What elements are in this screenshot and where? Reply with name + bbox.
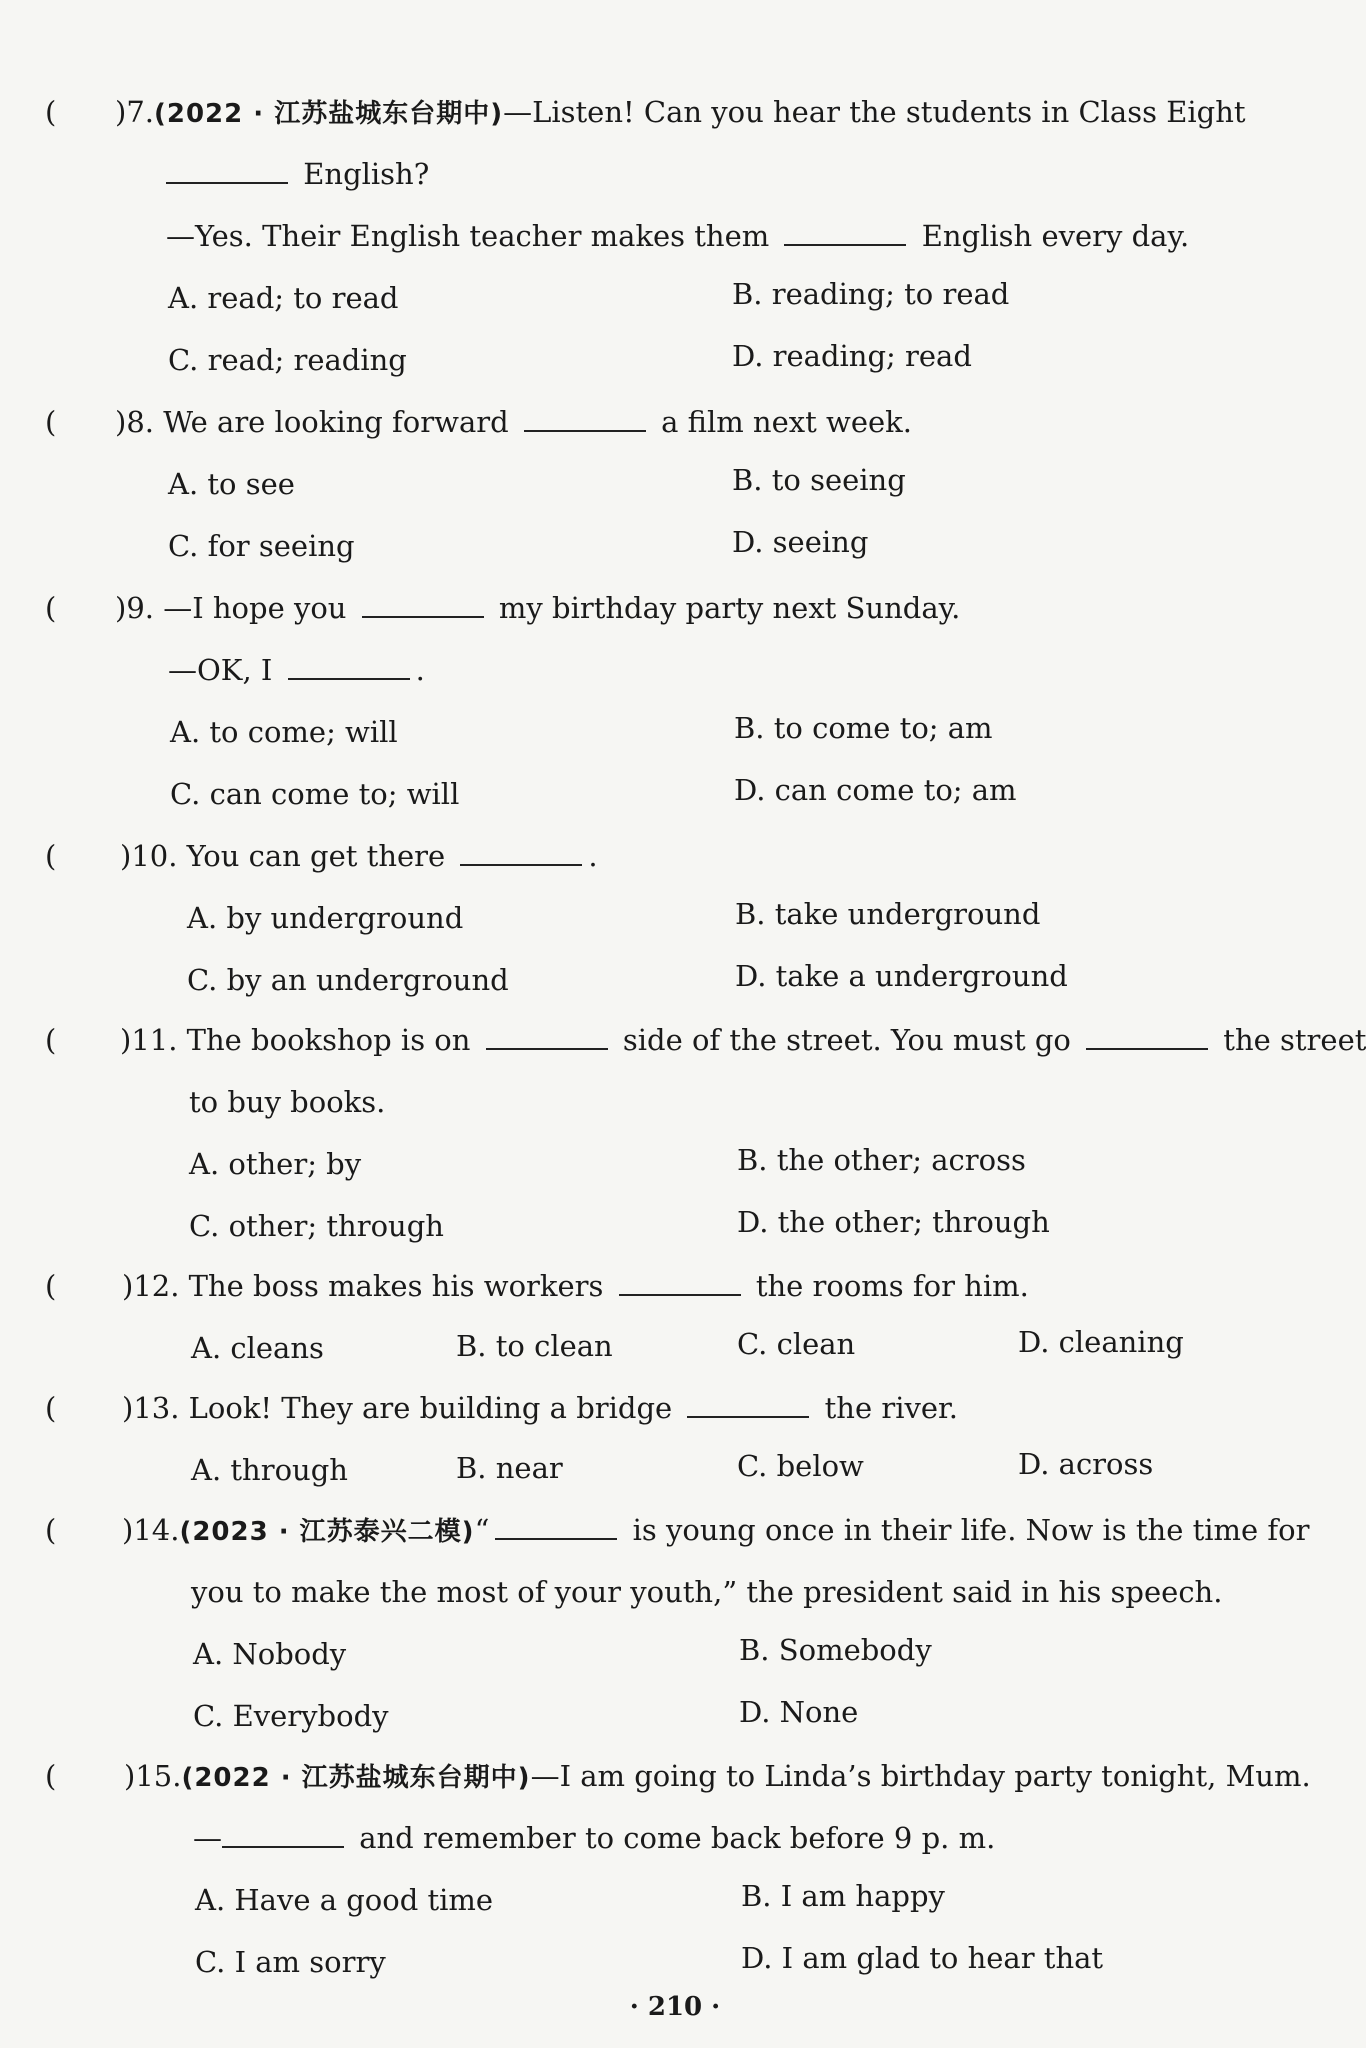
answer-bracket[interactable]: ( <box>45 1391 57 1425</box>
answer-bracket[interactable]: ( <box>45 1023 57 1057</box>
answer-blank[interactable] <box>288 652 410 680</box>
option-c[interactable]: C. read; reading <box>168 343 407 377</box>
answer-blank[interactable] <box>784 218 906 246</box>
question-text: . <box>415 653 425 687</box>
option-b[interactable]: B. the other; across <box>737 1143 1026 1177</box>
question-source: (2023 · 江苏泰兴二模) <box>179 1517 475 1547</box>
option-d[interactable]: D. cleaning <box>1018 1325 1184 1359</box>
question-text: . <box>588 839 598 873</box>
question-text: We are looking forward <box>163 405 509 439</box>
answer-blank[interactable] <box>495 1512 617 1540</box>
question-number: )9. <box>115 591 154 625</box>
question-source: (2022 · 江苏盐城东台期中) <box>181 1763 531 1793</box>
answer-bracket[interactable]: ( <box>45 1513 57 1547</box>
question-text: is young once in their life. Now is the time for <box>632 1513 1310 1547</box>
question-text: the river. <box>824 1391 958 1425</box>
option-d[interactable]: D. seeing <box>732 525 869 559</box>
option-c[interactable]: C. below <box>737 1449 864 1483</box>
answer-bracket[interactable]: ( <box>45 839 57 873</box>
option-a[interactable]: A. to see <box>168 467 295 501</box>
option-d[interactable]: D. I am glad to hear that <box>741 1941 1104 1975</box>
option-b[interactable]: B. near <box>456 1451 563 1485</box>
option-a[interactable]: A. other; by <box>189 1147 362 1181</box>
page-number: · 210 · <box>629 1992 721 2022</box>
answer-blank[interactable] <box>222 1820 344 1848</box>
question-number: )12. <box>122 1269 180 1303</box>
option-c[interactable]: C. other; through <box>189 1209 444 1243</box>
answer-bracket[interactable]: ( <box>45 1759 57 1793</box>
option-a[interactable]: A. to come; will <box>170 715 398 749</box>
option-b[interactable]: B. take underground <box>735 897 1041 931</box>
option-d[interactable]: D. the other; through <box>737 1205 1050 1239</box>
answer-blank[interactable] <box>166 156 288 184</box>
question-number: )15. <box>124 1759 182 1793</box>
option-c[interactable]: C. by an underground <box>187 963 509 997</box>
question-number: )10. <box>120 839 178 873</box>
question-source: (2022 · 江苏盐城东台期中) <box>153 99 504 129</box>
question-text: a film next week. <box>661 405 912 439</box>
question-number: )13. <box>122 1391 180 1425</box>
option-d[interactable]: D. across <box>1018 1447 1154 1481</box>
question-text: —Yes. Their English teacher makes them <box>166 219 770 253</box>
option-a[interactable]: A. by underground <box>187 901 464 935</box>
question-number: )14. <box>122 1513 180 1547</box>
answer-blank[interactable] <box>1086 1022 1208 1050</box>
question-text: English every day. <box>921 219 1190 253</box>
answer-bracket[interactable]: ( <box>45 95 57 129</box>
question-text: —I am going to Linda’s birthday party tonight, Mum. <box>530 1759 1311 1793</box>
option-b[interactable]: B. reading; to read <box>732 277 1010 311</box>
option-c[interactable]: C. Everybody <box>193 1699 389 1733</box>
question-number: )11. <box>120 1023 178 1057</box>
question-number: )8. <box>115 405 154 439</box>
option-d[interactable]: D. can come to; am <box>734 773 1017 807</box>
question-text: Look! They are building a bridge <box>188 1391 673 1425</box>
answer-bracket[interactable]: ( <box>45 1269 57 1303</box>
question-text: you to make the most of your youth,” the president said in his speech. <box>191 1575 1223 1609</box>
option-d[interactable]: D. take a underground <box>735 959 1068 993</box>
option-b[interactable]: B. to clean <box>456 1329 613 1363</box>
question-text: my birthday party next Sunday. <box>498 591 961 625</box>
option-c[interactable]: C. clean <box>737 1327 856 1361</box>
question-number: )7. <box>115 95 154 129</box>
answer-bracket[interactable]: ( <box>45 591 57 625</box>
answer-bracket[interactable]: ( <box>45 405 57 439</box>
option-b[interactable]: B. I am happy <box>741 1879 945 1913</box>
question-text: side of the street. You must go <box>622 1023 1071 1057</box>
option-a[interactable]: A. read; to read <box>168 281 399 315</box>
option-c[interactable]: C. can come to; will <box>170 777 460 811</box>
option-b[interactable]: B. to seeing <box>732 463 906 497</box>
question-text: —Listen! Can you hear the students in Class Eight <box>503 95 1246 129</box>
question-text: to buy books. <box>189 1085 386 1119</box>
option-d[interactable]: D. reading; read <box>732 339 972 373</box>
option-a[interactable]: A. Nobody <box>193 1637 347 1671</box>
option-b[interactable]: B. to come to; am <box>734 711 993 745</box>
question-text: — <box>193 1821 222 1855</box>
question-text: You can get there <box>186 839 446 873</box>
answer-blank[interactable] <box>619 1268 741 1296</box>
answer-blank[interactable] <box>486 1022 608 1050</box>
option-b[interactable]: B. Somebody <box>739 1633 932 1667</box>
option-c[interactable]: C. for seeing <box>168 529 355 563</box>
question-text: the rooms for him. <box>755 1269 1029 1303</box>
option-c[interactable]: C. I am sorry <box>195 1945 386 1979</box>
option-a[interactable]: A. cleans <box>191 1331 324 1365</box>
question-text: English? <box>303 157 430 191</box>
question-text: The bookshop is on <box>186 1023 471 1057</box>
option-d[interactable]: D. None <box>739 1695 859 1729</box>
answer-blank[interactable] <box>687 1390 809 1418</box>
question-text: and remember to come back before 9 p. m. <box>359 1821 996 1855</box>
option-a[interactable]: A. Have a good time <box>195 1883 494 1917</box>
answer-blank[interactable] <box>362 590 484 618</box>
option-a[interactable]: A. through <box>191 1453 348 1487</box>
question-text: The boss makes his workers <box>188 1269 604 1303</box>
answer-blank[interactable] <box>524 404 646 432</box>
question-text: “ <box>474 1513 490 1547</box>
question-text: —OK, I <box>168 653 273 687</box>
question-text: —I hope you <box>163 591 347 625</box>
answer-blank[interactable] <box>460 838 582 866</box>
question-text: the street <box>1223 1023 1366 1057</box>
